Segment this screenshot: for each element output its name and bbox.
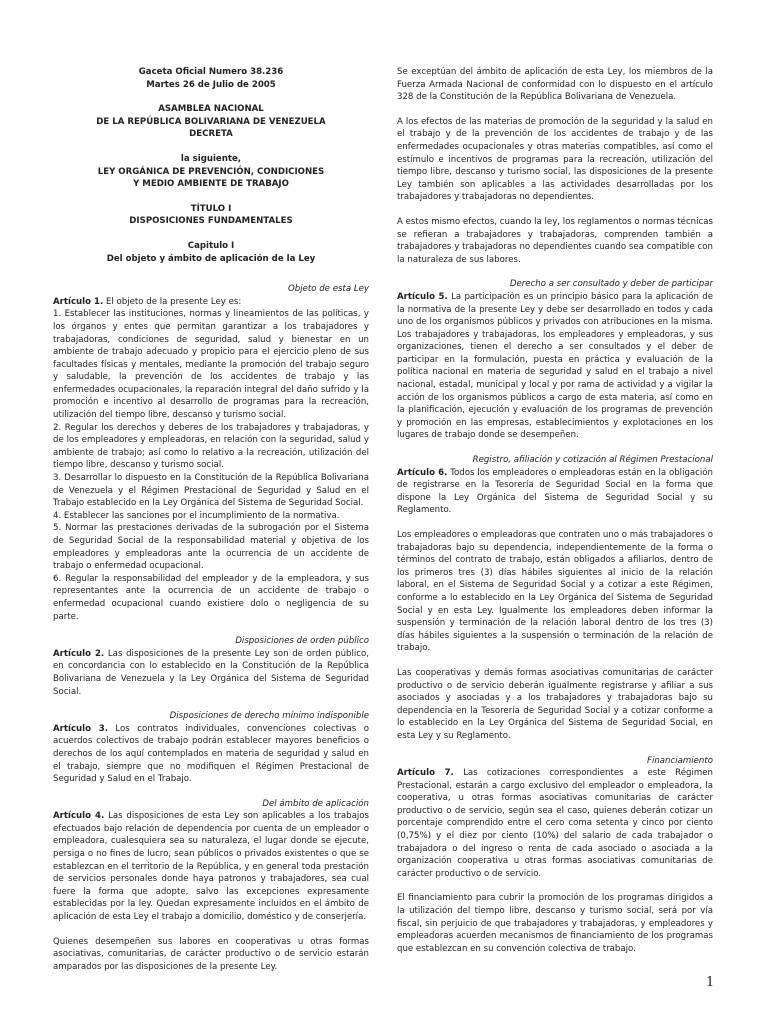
page-number: 1	[706, 975, 715, 990]
article-1-list	[53, 308, 369, 623]
article-3-label: Artículo 3.	[53, 723, 108, 734]
article-4-label: Artículo 4.	[53, 811, 105, 822]
article-2-text: Las disposiciones de la presente Ley son de orden público, en concordancia con lo establecido en la Constitución de la República Bolivariana de Venezuela y la Ley Orgánica del Sistema de Seguridad Social.	[53, 648, 369, 697]
article-5-body	[397, 291, 713, 442]
issuer-line-1: ASAMBLEA NACIONAL	[158, 104, 264, 115]
article-1-text: El objeto de la presente Ley es:	[103, 296, 242, 307]
article-2-body	[53, 648, 369, 698]
article-1-item: 4. Establecer las sanciones por el incumplimiento de la normativa.	[53, 510, 340, 521]
article-6-body	[397, 467, 713, 517]
article-3-heading: Disposiciones de derecho mínimo indisponible	[169, 711, 369, 722]
article-1-intro	[53, 296, 369, 309]
gazette-number: Gaceta Oficial Numero 38.236	[138, 67, 284, 77]
chapter-name: Del objeto y ámbito de aplicación de la Ley	[106, 253, 316, 264]
chapter-number: Capitulo I	[187, 240, 235, 251]
article-7-label: Artículo 7.	[397, 768, 454, 779]
article-3-text: Los contratos individuales, convenciones colectivas o acuerdos colectivos de trabajo podrán establecer mayores beneficios o derechos de los aquí contemplados en materia de seguridad y salud en el trabajo, siempre que no modifiquen el Régimen Prestacional de Seguridad y Salud en el Trabajo.	[53, 723, 369, 785]
article-4-text: Las disposiciones de esta Ley son aplicables a los trabajos efectuados bajo relación de dependencia por cuenta de un empleador o empleadora, cualesquiera sea su naturaleza, el lugar donde se ejecute, persiga o no fines de lucro, sean públicos o privados existentes o que se establezcan en el territorio de la República, y en general toda prestación de servicios personales donde haya patronos y trabajadores, sea cual fuere la forma que adopte, salvo las excepciones expresamente establecidas por la ley. Quedan expresamente incluidos en el ámbito de aplicación de esta Ley el trabajo a domicilio, doméstico y de conserjería.	[53, 811, 369, 923]
article-7-text: Las cotizaciones correspondientes a este Régimen Prestacional, estarán a cargo exclusivo del empleador o empleadora, la cooperativa, u otras formas asociativas comunitarias de carácter productivo o de servicio, según sea el caso, quienes deberán cotizar un porcentaje comprendido entre el cero coma setenta y cinco por ciento (0,75%) y el diez por ciento (10%) del salario de cada trabajador o trabajadora o del ingreso o renta de cada asociado o asociada a la organización cooperativa u otras formas asociativas comunitarias de carácter productivo o de servicio.	[397, 768, 713, 879]
article-2-label: Artículo 2.	[53, 648, 105, 659]
article-7-body	[397, 767, 713, 880]
article-1-label: Artículo 1.	[53, 296, 104, 307]
law-title-line-1: LEY ORGÁNICA DE PREVENCIÓN, CONDICIONES	[97, 166, 325, 177]
article-5-heading: Derecho a ser consultado y deber de participar	[509, 279, 713, 290]
article-7-heading: Financiamiento	[647, 755, 713, 766]
article-1-item: 6. Regular la responsabilidad del empleador y de la empleadora, y sus representantes ante la ocurrencia de un accidente de trabajo o enfermedad ocupacional cuando existiere dolo o negligencia de su parte.	[53, 573, 369, 622]
title-number: TÍTULO I	[190, 203, 232, 214]
decree-word: DECRETA	[189, 129, 233, 140]
article-1-item: 3. Desarrollar lo dispuesto en la Constitución de la República Bolivariana de Venezuela y el Régimen Prestacional de Seguridad y Salud en el Trabajo establecido en la Ley Orgánica del Sistema de Seguridad Social.	[53, 473, 369, 509]
law-title-line-2: Y MEDIO AMBIENTE DE TRABAJO	[133, 179, 289, 190]
article-1-item: 1. Establecer las instituciones, normas y lineamientos de las políticas, y los órganos y entes que permitan garantizar a los trabajadores y trabajadoras, condiciones de seguridad, salud y bienestar en un ambiente de trabajo adecuado y propicio para el ejercicio pleno de sus facultades físicas y mentales, mediante la promoción del trabajo seguro y saludable, la prevención de los accidentes de trabajo y las enfermedades ocupacionales, la reparación integral del daño sufrido y la promoción e incentivo al desarrollo de programas para la recreación, utilización del tiempo libre, descanso y turismo social.	[53, 309, 369, 421]
exception-paragraph: Se exceptúan del ámbito de aplicación de esta Ley, los miembros de la Fuerza Armada Nacional de conformidad con lo dispuesto en el artículo 328 de la Constitución de la República Bolivariana de Venezuela.	[397, 67, 713, 103]
article-4-body	[53, 810, 369, 923]
intro-line: la siguiente,	[180, 153, 242, 164]
article-6-paragraph-3: Las cooperativas y demás formas asociativas comunitarias de carácter productivo o de servicio deberán igualmente registrarse y afiliar a sus asociados y asociadas y a los trabajadores y trabajadoras bajo su dependencia en la Tesorería de Seguridad Social y a cotizar conforme a lo establecido en la Ley Orgánica del Sistema de Seguridad Social, en esta Ley y su Reglamento.	[397, 667, 713, 741]
title-name: DISPOSICIONES FUNDAMENTALES	[129, 216, 293, 227]
gazette-date: Martes 26 de Julio de 2005	[146, 79, 276, 90]
article-3-body	[53, 723, 369, 786]
article-1-item: 2. Regular los derechos y deberes de los trabajadores y trabajadoras, y de los empleadores y empleadoras, en relación con la seguridad, salud y ambiente de trabajo; así como lo relativo a la recreación, utilización del tiempo libre, descanso y turismo social.	[53, 422, 369, 471]
right-column	[397, 66, 713, 955]
article-1-item: 5. Normar las prestaciones derivadas de la subrogación por el Sistema de Seguridad Social de la responsabilidad material y objetiva de los empleadores y empleadoras ante la ocurrencia de un accidente de trabajo o enfermedad ocupacional.	[53, 523, 369, 572]
left-column	[53, 66, 369, 973]
article-1-heading: Objeto de esta Ley	[287, 284, 369, 295]
article-6-heading: Registro, afiliación y cotización al Régimen Prestacional	[472, 455, 713, 466]
scope-paragraph: A los efectos de las materias de promoción de la seguridad y la salud en el trabajo y de la prevención de los accidentes de trabajo y de las enfermedades ocupacionales y otras materias compatibles, así como el estímulo e incentivos de programas para la recreación, utilización del tiempo libre, descanso y turismo social, las disposiciones de la presente Ley también son aplicables a las actividades desarrolladas por los trabajadores y trabajadoras no dependientes.	[397, 116, 713, 203]
issuer-line-2: DE LA REPÚBLICA BOLIVARIANA DE VENEZUELA	[96, 116, 326, 127]
article-6-text: Todos los empleadores o empleadoras están en la obligación de registrarse en la Tesorería de Seguridad Social en la forma que dispone la Ley Orgánica del Sistema de Seguridad Social y su Reglamento.	[397, 467, 713, 516]
definition-paragraph: A estos mismo efectos, cuando la ley, los reglamentos o normas técnicas se refieran a trabajadores y trabajadoras, comprenden también a trabajadores y trabajadoras no dependientes cuando sea compatible con la naturaleza de sus labores.	[397, 216, 713, 265]
article-7-paragraph-2: El financiamiento para cubrir la promoción de los programas dirigidos a la utilización del tiempo libre, descanso y turismo social, será por vía fiscal, sin perjuicio de que trabajadores y trabajadoras, y empleadores y empleadoras acuerden mecanismos de financiamiento de los programas que establezcan en su convención colectiva de trabajo.	[397, 893, 713, 954]
article-5-text: La participación es un principio básico para la aplicación de la normativa de la presente Ley y debe ser desarrollado en todos y cada uno de los organismos públicos y privados con atribuciones en la misma. Los trabajadores y trabajadoras, los empleadores y empleadoras, y sus organizaciones, tienen el derecho a ser consultados y el deber de participar en la formulación, puesta en práctica y evaluación de la política nacional en materia de seguridad y salud en el trabajo a nivel nacional, estadal, municipal y local y por rama de actividad y a vigilar la acción de los organismos públicos a cargo de esta materia, así como en la planificación, ejecución y evaluación de los programas de prevención y promoción en las empresas, establecimientos y explotaciones en los lugares de trabajo donde se desempeñen.	[397, 291, 713, 441]
article-6-label: Artículo 6.	[397, 467, 448, 478]
article-6-paragraph-2: Los empleadores o empleadoras que contraten uno o más trabajadores o trabajadoras bajo su dependencia, independientemente de la forma o términos del contrato de trabajo, están obligados a afiliarlos, dentro de los primeros tres (3) días hábiles siguientes al inicio de la relación laboral, en el Sistema de Seguridad Social y a cotizar a este Régimen, conforme a lo establecido en la Ley Orgánica del Sistema de Seguridad Social y en esta Ley. Igualmente los empleadores deben informar la suspensión y terminación de la relación laboral dentro de los tres (3) días hábiles siguientes a la suspensión o terminación de la relación de trabajo.	[397, 530, 713, 654]
article-4-paragraph-2: Quienes desempeñen sus labores en cooperativas u otras formas asociativas, comunitarias, de carácter productivo o de servicio estarán amparados por las disposiciones de la presente Ley.	[53, 936, 369, 972]
article-2-heading: Disposiciones de orden público	[235, 636, 369, 647]
article-5-label: Artículo 5.	[397, 291, 448, 302]
article-4-heading: Del ámbito de aplicación	[262, 798, 369, 809]
